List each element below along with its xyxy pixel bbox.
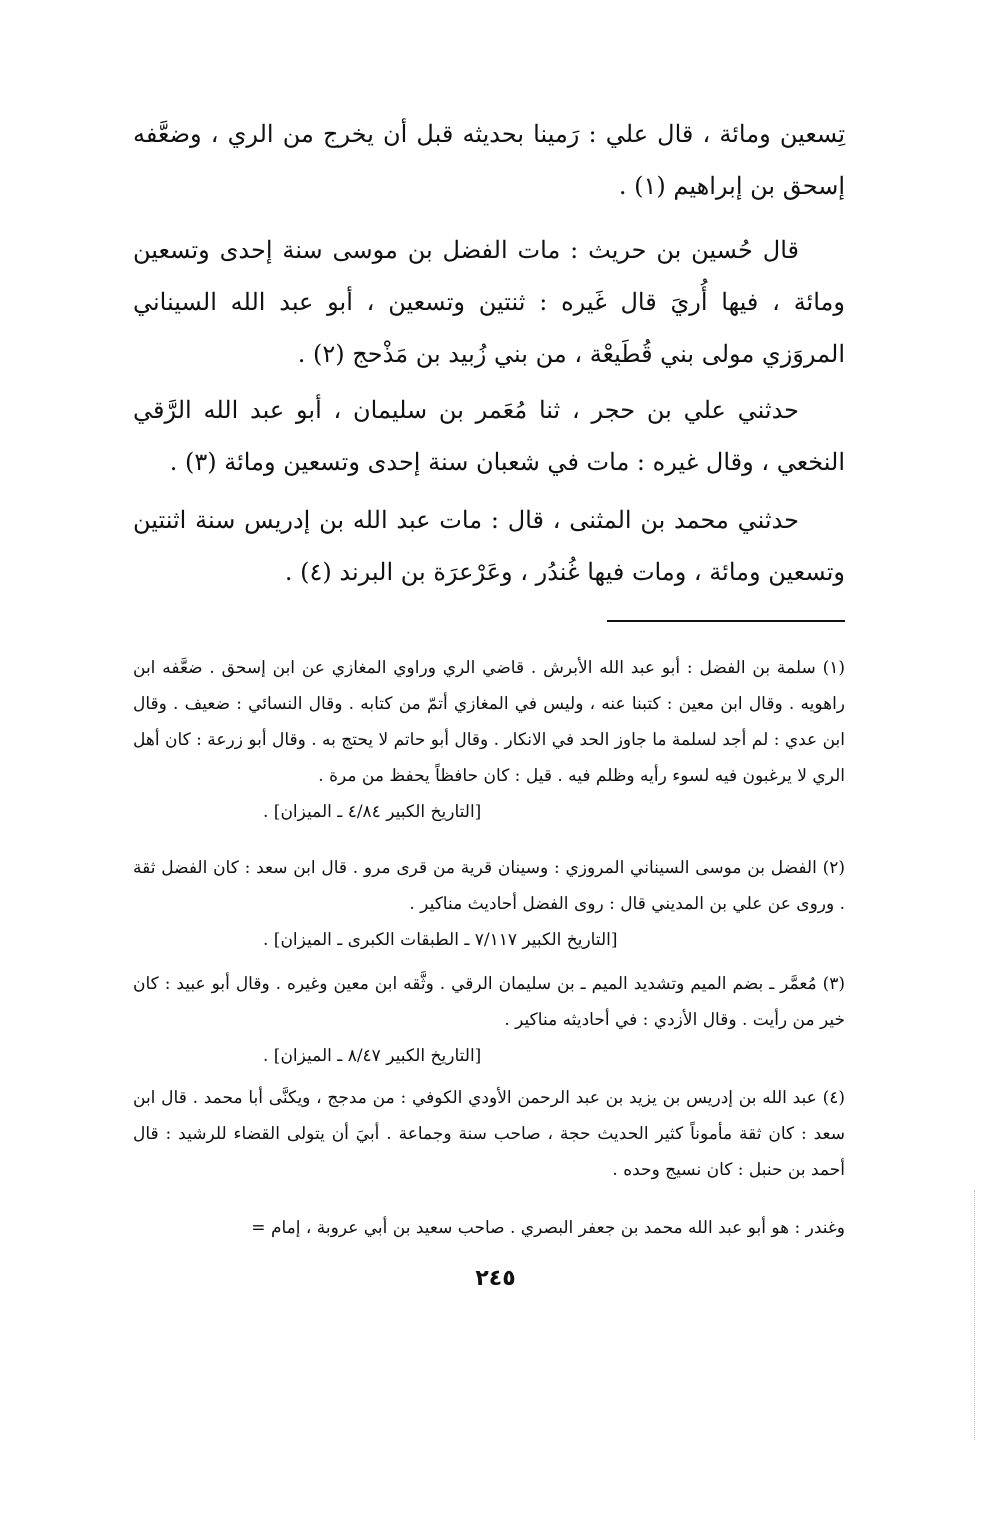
footnote-reference: [التاريخ الكبير ٤/٨٤ ـ الميزان] . — [263, 802, 482, 822]
footnote-text: (٢) الفضل بن موسى السيناني المروزي : وسينان قرية من قرى مرو . قال ابن سعد : كان الفضل ثقة . وروى عن علي بن المديني قال : روى الفضل أحاديث مناكير . — [133, 858, 845, 914]
main-paragraph-4 — [133, 494, 845, 598]
footnote-2 — [133, 850, 845, 958]
footnote-4 — [133, 1080, 845, 1188]
footnote-text: (١) سلمة بن الفضل : أبو عبد الله الأبرش . قاضي الري وراوي المغازي عن ابن إسحق . ضعَّفه ابن راهويه . وقال ابن معين : كتبنا عنه ، وليس في المغازي أتمّ من كتابه . وقال النسائي : ضعيف . وقال ابن عدي : لم أجد لسلمة ما جاوز الحد في الانكار . وقال أبو حاتم لا يحتج به . وقال أبو زرعة : كان أهل الري لا يرغبون فيه لسوء رأيه وظلم فيه . قيل : كان حافظاً يحفظ من مرة . — [133, 658, 845, 786]
page-number: ٢٤٥ — [475, 1266, 516, 1291]
scan-edge-mark — [973, 1190, 975, 1440]
paragraph-text: حدثني علي بن حجر ، ثنا مُعَمر بن سليمان ، أبو عبد الله الرَّقي النخعي ، وقال غيره : مات في شعبان سنة إحدى وتسعين ومائة (٣) . — [133, 396, 845, 476]
main-paragraph-1 — [133, 108, 845, 212]
footnote-3 — [133, 966, 845, 1074]
paragraph-text: تِسعين ومائة ، قال علي : رَمينا بحديثه قبل أن يخرج من الري ، وضعَّفه إسحق بن إبراهيم (١) . — [133, 120, 845, 200]
footnote-1 — [133, 650, 845, 830]
footnote-divider — [607, 620, 845, 622]
paragraph-text: حدثني محمد بن المثنى ، قال : مات عبد الله بن إدريس سنة اثنتين وتسعين ومائة ، ومات فيها غُندُر ، وعَرْعرَة بن البرند (٤) . — [133, 506, 845, 586]
footnote-text: وغندر : هو أبو عبد الله محمد بن جعفر البصري . صاحب سعيد بن أبي عروبة ، إمام = — [251, 1218, 845, 1238]
paragraph-text: قال حُسين بن حريث : مات الفضل بن موسى سنة إحدى وتسعين ومائة ، فيها أُريَ قال غَيره : ثنتين وتسعين ، أبو عبد الله السيناني المروَزي مولى بني قُطَيعْة ، من بني زُبيد بن مَذْحج (٢) . — [133, 236, 845, 368]
footnote-text: (٣) مُعمَّر ـ بضم الميم وتشديد الميم ـ بن سليمان الرقي . وثَّقه ابن معين وغيره . وقال أبو عبيد : كان خير من رأيت . وقال الأزدي : في أحاديثه مناكير . — [133, 974, 845, 1030]
footnote-text: (٤) عبد الله بن إدريس بن يزيد بن عبد الرحمن الأودي الكوفي : من مدجج ، ويكنَّى أبا محمد . قال ابن سعد : كان ثقة مأموناً كثير الحديث حجة ، صاحب سنة وجماعة . أبيَ أن يتولى القضاء للرشيد : قال أحمد بن حنبل : كان نسيج وحده . — [133, 1088, 845, 1180]
main-paragraph-3 — [133, 384, 845, 488]
footnote-continuation — [133, 1210, 845, 1246]
footnote-reference: [التاريخ الكبير ٧/١١٧ ـ الطبقات الكبرى ـ الميزان] . — [263, 930, 618, 950]
footnote-reference: [التاريخ الكبير ٨/٤٧ ـ الميزان] . — [263, 1046, 482, 1066]
main-paragraph-2 — [133, 224, 845, 380]
